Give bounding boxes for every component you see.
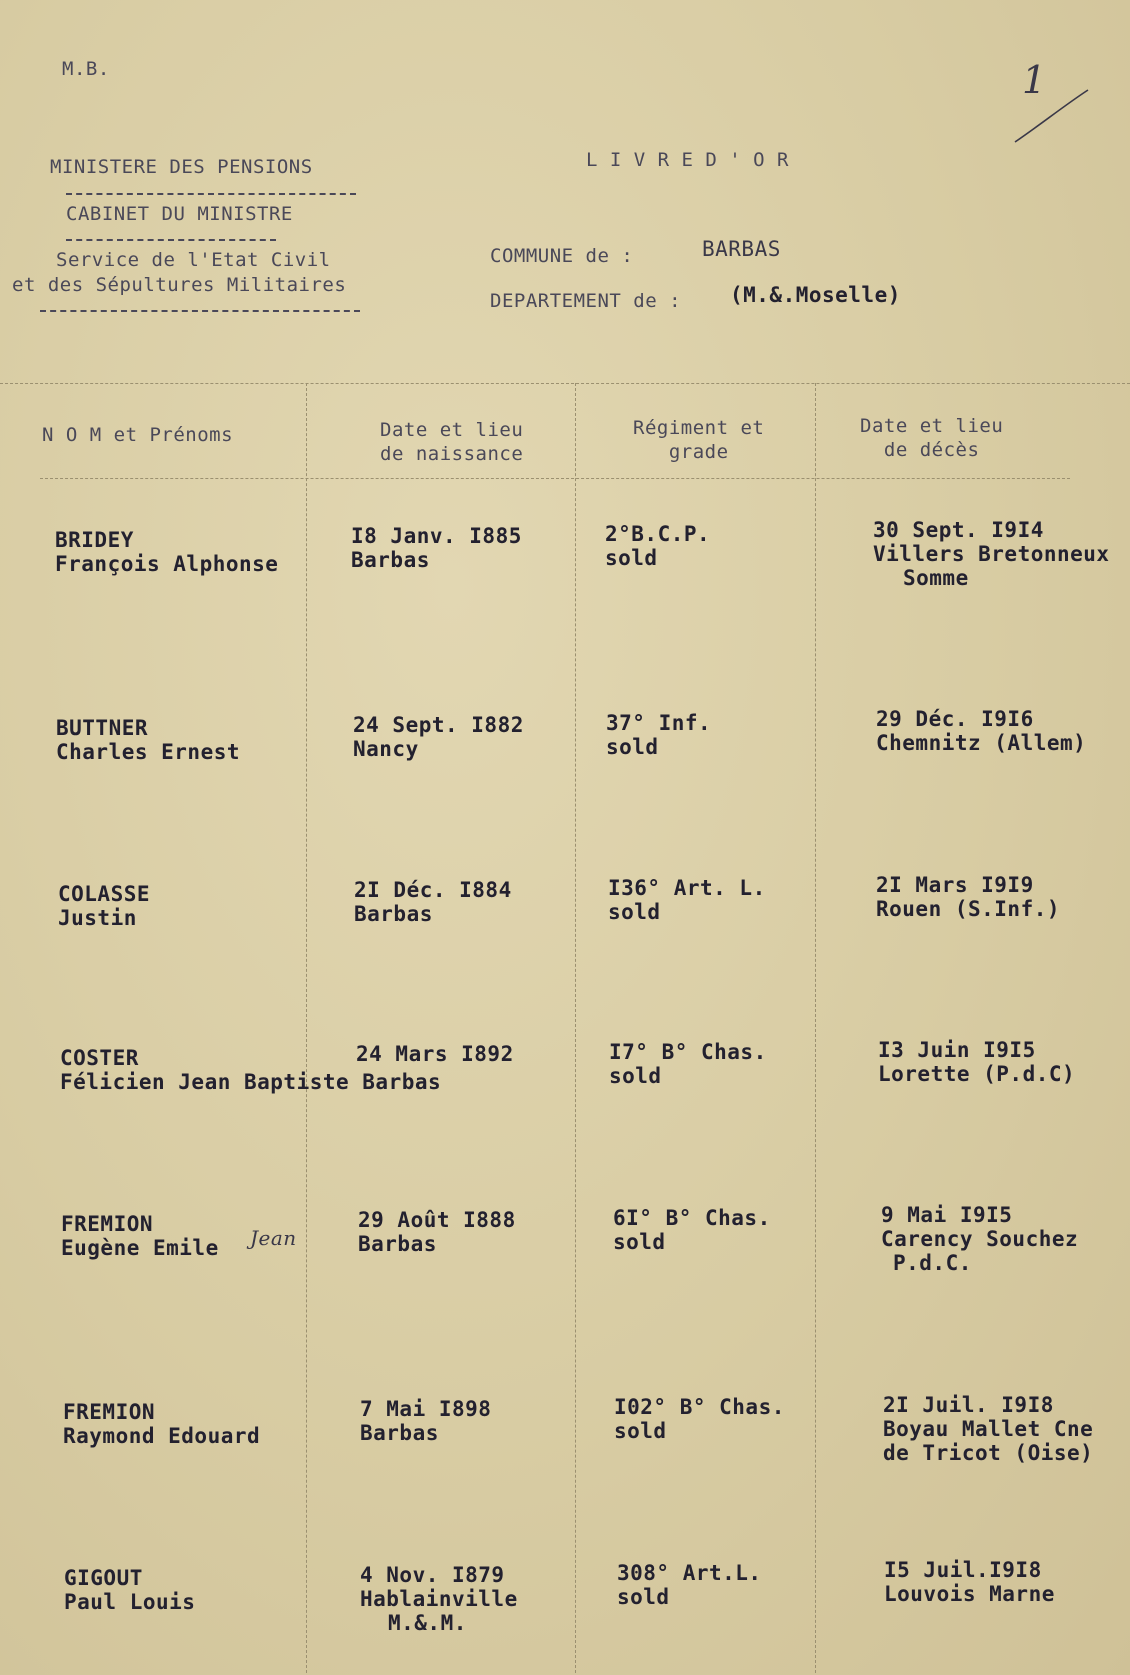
birth-cell <box>353 713 524 761</box>
divider <box>66 239 276 241</box>
birth-cell <box>354 878 512 926</box>
birth-place-2: M.&.M. <box>388 1611 467 1635</box>
birth-place: Barbas <box>358 1232 437 1256</box>
column-header-birth-line2: de naissance <box>380 443 524 465</box>
birth-date: 24 Mars I892 <box>356 1042 514 1066</box>
birth-date: 2I Déc. I884 <box>354 878 512 902</box>
death-date: 9 Mai I9I5 <box>881 1203 1013 1227</box>
regiment: I02° B° Chas. <box>614 1395 785 1419</box>
initials: M.B. <box>62 58 110 80</box>
regiment-cell <box>605 522 710 570</box>
column-header-birth <box>380 418 523 466</box>
death-cell <box>884 1558 1055 1606</box>
birth-place: Barbas <box>354 902 433 926</box>
departement-label: DEPARTEMENT de : <box>490 290 682 312</box>
death-cell <box>881 1203 1078 1275</box>
commune-label: COMMUNE de : <box>490 245 634 267</box>
table-header-rule <box>40 478 1070 479</box>
birth-cell <box>358 1208 516 1256</box>
surname: COSTER <box>60 1046 139 1070</box>
surname: FREMION <box>61 1212 154 1236</box>
regiment-cell <box>606 711 711 759</box>
grade: sold <box>606 735 659 759</box>
handwritten-name: Jean <box>250 1226 297 1250</box>
column-header-death <box>860 414 1003 462</box>
column-separator <box>306 383 307 1673</box>
given-names: Raymond Edouard <box>63 1424 261 1448</box>
death-cell <box>878 1038 1075 1086</box>
column-header-regiment-line2: grade <box>668 441 729 463</box>
birth-date: 24 Sept. I882 <box>353 713 524 737</box>
regiment-cell <box>608 876 766 924</box>
birth-place: Hablainville <box>360 1587 518 1611</box>
grade: sold <box>613 1230 666 1254</box>
grade: sold <box>609 1064 662 1088</box>
column-separator <box>815 383 816 1673</box>
table-row <box>63 1400 260 1448</box>
birth-place: Barbas <box>360 1421 439 1445</box>
page-number: 1 <box>1022 58 1047 102</box>
death-date: 30 Sept. I9I4 <box>873 518 1044 542</box>
column-header-death-line1: Date et lieu <box>860 415 1004 437</box>
given-names: Félicien Jean Baptiste Barbas <box>60 1070 442 1094</box>
column-separator <box>575 383 576 1673</box>
birth-cell <box>351 524 522 572</box>
death-place-2: de Tricot (Oise) <box>883 1441 1094 1465</box>
service-line-1: Service de l'Etat Civil <box>56 249 331 271</box>
table-row <box>64 1566 195 1614</box>
surname: FREMION <box>63 1400 156 1424</box>
regiment: I36° Art. L. <box>608 876 766 900</box>
departement-value: (M.&.Moselle) <box>730 283 901 307</box>
death-cell <box>883 1393 1093 1465</box>
given-names: Paul Louis <box>64 1590 196 1614</box>
table-row <box>61 1212 219 1260</box>
divider <box>66 193 356 195</box>
regiment-cell <box>609 1040 767 1088</box>
death-date: 2I Juil. I9I8 <box>883 1393 1054 1417</box>
surname: GIGOUT <box>64 1566 143 1590</box>
document-title: L I V R E D ' O R <box>586 149 789 171</box>
surname: BRIDEY <box>55 528 134 552</box>
death-date: I3 Juin I9I5 <box>878 1038 1036 1062</box>
column-header-regiment-line1: Régiment et <box>633 417 765 439</box>
death-date: 2I Mars I9I9 <box>876 873 1034 897</box>
death-place: Rouen (S.Inf.) <box>876 897 1061 921</box>
service-line-2: et des Sépultures Militaires <box>12 274 347 296</box>
death-cell <box>876 873 1060 921</box>
death-place: Louvois Marne <box>884 1582 1055 1606</box>
column-header-name: N O M et Prénoms <box>42 424 234 446</box>
regiment: 308° Art.L. <box>617 1561 762 1585</box>
grade: sold <box>605 546 658 570</box>
given-names: Justin <box>58 906 137 930</box>
regiment: 2°B.C.P. <box>605 522 711 546</box>
death-cell <box>873 518 1110 590</box>
table-row <box>55 528 278 576</box>
column-header-birth-line1: Date et lieu <box>380 419 524 441</box>
death-place: Boyau Mallet Cne <box>883 1417 1094 1441</box>
surname: COLASSE <box>58 882 151 906</box>
given-names: Eugène Emile <box>61 1236 219 1260</box>
death-cell <box>876 707 1086 755</box>
surname: BUTTNER <box>56 716 149 740</box>
regiment: I7° B° Chas. <box>609 1040 767 1064</box>
table-row <box>58 882 150 930</box>
given-names: François Alphonse <box>55 552 279 576</box>
birth-date: 29 Août I888 <box>358 1208 516 1232</box>
death-place: Villers Bretonneux <box>873 542 1110 566</box>
table-top-rule <box>0 383 1130 384</box>
commune-value: BARBAS <box>702 237 781 261</box>
grade: sold <box>608 900 661 924</box>
regiment: 6I° B° Chas. <box>613 1206 771 1230</box>
death-date: I5 Juil.I9I8 <box>884 1558 1042 1582</box>
birth-place: Barbas <box>351 548 430 572</box>
column-header-regiment <box>633 416 764 464</box>
regiment-cell <box>613 1206 771 1254</box>
birth-cell <box>360 1397 491 1445</box>
birth-place: Nancy <box>353 737 419 761</box>
death-place: Lorette (P.d.C) <box>878 1062 1076 1086</box>
ministry-name: MINISTERE DES PENSIONS <box>50 156 313 178</box>
column-header-death-line2: de décès <box>883 439 980 461</box>
death-date: 29 Déc. I9I6 <box>876 707 1034 731</box>
regiment-cell <box>614 1395 785 1443</box>
death-place: Carency Souchez <box>881 1227 1079 1251</box>
grade: sold <box>617 1585 670 1609</box>
death-place-2: Somme <box>903 566 969 590</box>
handwritten-stroke <box>1010 80 1090 150</box>
table-row <box>56 716 240 764</box>
birth-date: I8 Janv. I885 <box>351 524 522 548</box>
regiment: 37° Inf. <box>606 711 712 735</box>
divider <box>40 310 360 312</box>
cabinet-name: CABINET DU MINISTRE <box>66 203 293 225</box>
birth-date: 7 Mai I898 <box>360 1397 492 1421</box>
birth-cell <box>360 1563 518 1635</box>
regiment-cell <box>617 1561 762 1609</box>
birth-date: 4 Nov. I879 <box>360 1563 505 1587</box>
grade: sold <box>614 1419 667 1443</box>
death-place: Chemnitz (Allem) <box>876 731 1087 755</box>
given-names: Charles Ernest <box>56 740 241 764</box>
death-place-2: P.d.C. <box>893 1251 972 1275</box>
